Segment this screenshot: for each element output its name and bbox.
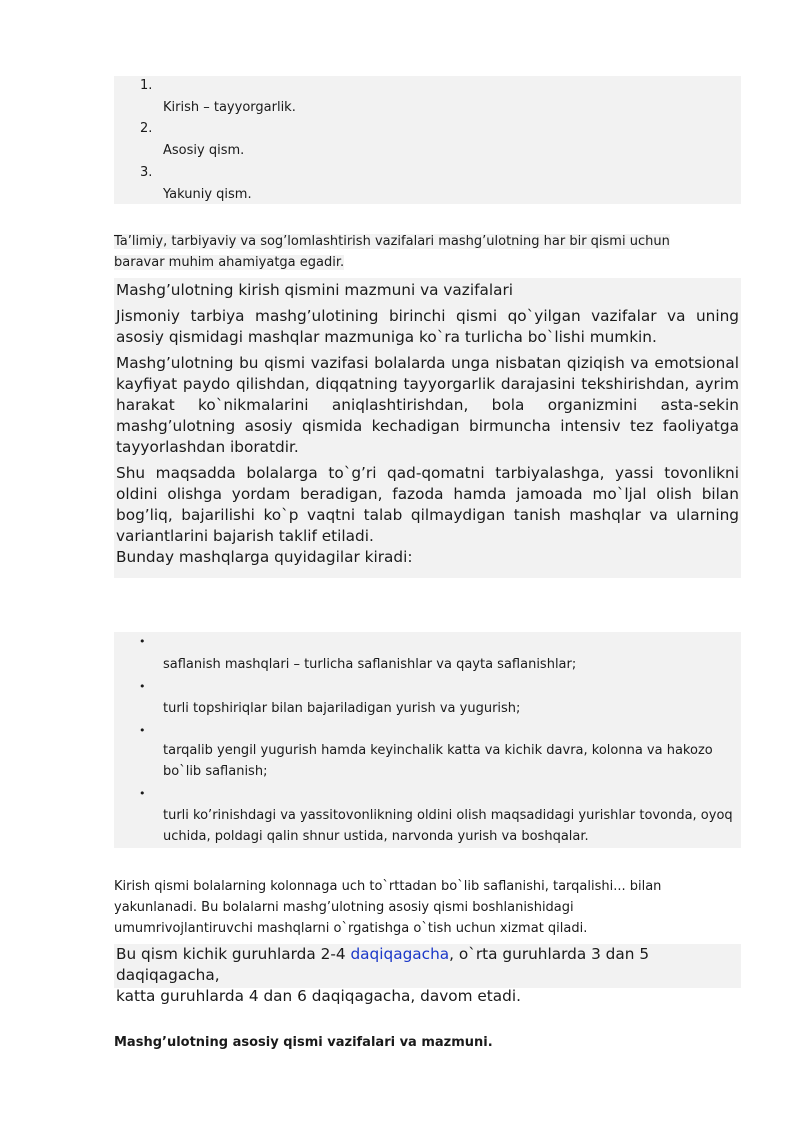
bullet-icon: • <box>139 635 146 648</box>
list-item: Asosiy qism. <box>163 143 245 158</box>
duration-link[interactable]: daqiqagacha <box>350 945 450 963</box>
bullet-list <box>114 632 741 848</box>
ordered-list <box>114 76 741 204</box>
bullet-icon: • <box>139 724 146 737</box>
section-paragraph-2: Mashg’ulotning bu qismi vazifasi bolalarda unga nisbatan qiziqish va emotsional kayfiyat paydo qilishdan, diqqatning tayyorgarlik darajasini tekshirishdan, ayrim harakat ko`nikmalarini aniqlashtirishdan, bola organizmini asta-sekin mashg’ulotning asosiy qismida kechadigan birmuncha intensiv tez faoliyatga tayyorlashdan iboratdir. <box>116 354 739 456</box>
intro-line-1: Ta’limiy, tarbiyaviy va sog’lomlashtirish vazifalari mashg’ulotning har bir qismi uchun <box>114 234 670 249</box>
next-section-title: Mashg’ulotning asosiy qismi vazifalari va mazmuni. <box>114 1035 493 1050</box>
list-item: turli ko’rinishdagi va yassitovonlikning oldini olish maqsadidagi yurishlar tovonda, oyoq uchida, poldagi qalin shnur ustida, narvonda yurish va boshqalar. <box>163 808 733 844</box>
list-item: Kirish – tayyorgarlik. <box>163 100 296 115</box>
section-block <box>114 278 741 578</box>
list-number: 1. <box>140 78 153 93</box>
intro-paragraph <box>114 231 741 273</box>
list-item: tarqalib yengil yugurish hamda keyinchalik katta va kichik davra, kolonna va hakozo bo`lib saflanish; <box>163 743 713 779</box>
closing-paragraph <box>114 876 741 939</box>
section-paragraph-3: Shu maqsadda bolalarga to`g’ri qad-qomatni tarbiyalashga, yassi tovonlikni oldini olishga yordam beradigan, fazoda hamda jamoada mo`ljal olish bilan bog’liq, bajarilishi ko`p vaqtni talab qilmaydigan tanish mashqlar va ularning variantlarini bajarish taklif etiladi. <box>116 464 739 545</box>
closing-line-3: umumrivojlantiruvchi mashqlarni o`rgatishga o`tish uchun xizmat qiladi. <box>114 921 588 936</box>
duration-text: Bu qism kichik guruhlarda 2-4 <box>116 945 351 963</box>
duration-line-1 <box>114 944 741 986</box>
duration-line-2: katta guruhlarda 4 dan 6 daqiqagacha, davom etadi. <box>116 987 521 1005</box>
list-item: turli topshiriqlar bilan bajariladigan yurish va yugurish; <box>163 701 521 716</box>
intro-line-2: baravar muhim ahamiyatga egadir. <box>114 255 345 270</box>
list-item: saflanish mashqlari – turlicha saflanishlar va qayta saflanishlar; <box>163 657 577 672</box>
bullet-icon: • <box>139 680 146 693</box>
list-number: 3. <box>140 165 153 180</box>
section-paragraph-1: Jismoniy tarbiya mashg’ulotining birinchi qismi qo`yilgan vazifalar va uning asosiy qismidagi mashqlar mazmuniga ko`ra turlicha bo`lishi mumkin. <box>116 307 739 346</box>
bullet-icon: • <box>139 787 146 800</box>
duration-text: , o`rta guruhlarda 3 dan 5 daqiqagacha, <box>116 945 650 984</box>
section-paragraph-4: Bunday mashqlarga quyidagilar kiradi: <box>116 548 413 566</box>
list-item: Yakuniy qism. <box>163 187 252 202</box>
list-number: 2. <box>140 121 153 136</box>
duration-block <box>114 944 741 1005</box>
closing-line-1: Kirish qismi bolalarning kolonnaga uch to`rttadan bo`lib saflanishi, tarqalishi... bilan <box>114 879 662 894</box>
section-heading: Mashg’ulotning kirish qismini mazmuni va vazifalari <box>116 281 514 299</box>
closing-line-2: yakunlanadi. Bu bolalarni mashg’ulotning asosiy qismi boshlanishidagi <box>114 900 574 915</box>
